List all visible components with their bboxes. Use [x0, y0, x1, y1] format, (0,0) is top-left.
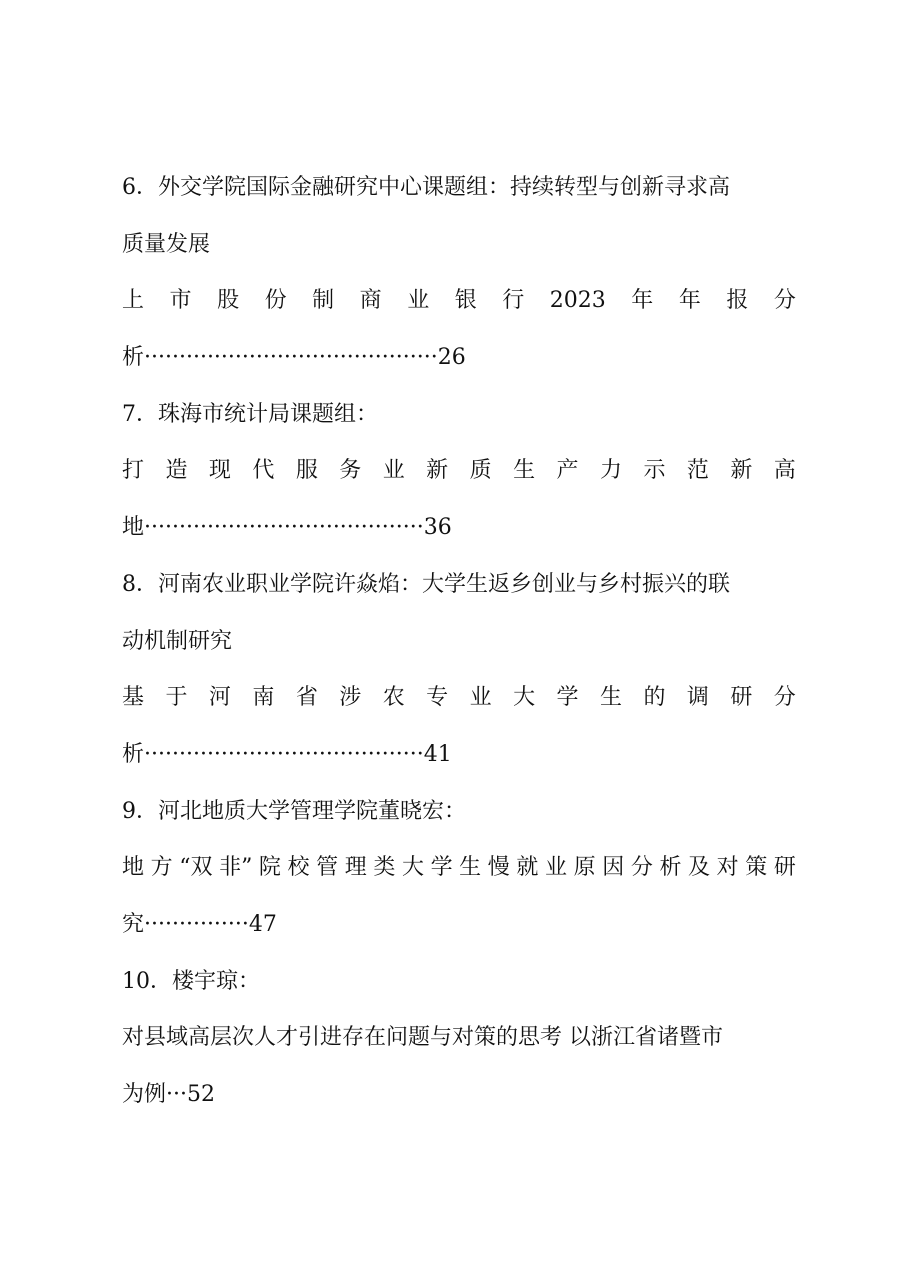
justified-token: 就 [516, 855, 539, 881]
justified-token: 大 [401, 855, 424, 881]
justified-token: 南 [252, 685, 275, 711]
justified-token: 学 [430, 855, 453, 881]
justified-token: 非” [219, 855, 253, 881]
justified-token: 专 [426, 685, 449, 711]
justified-token: 大 [513, 685, 536, 711]
justified-token: 范 [686, 458, 709, 484]
justified-token: 业 [407, 288, 430, 314]
justified-token: 生 [599, 685, 622, 711]
toc-entry-6-title: 6．外交学院国际金融研究中心课题组：持续转型与创新寻求高 [122, 175, 730, 200]
justified-token: 业 [382, 458, 405, 484]
justified-token: 分 [630, 855, 653, 881]
toc-entry-10-subtitle: 对县域高层次人才引进存在问题与对策的思考 以浙江省诸暨市 [122, 1025, 723, 1051]
justified-token: 慢 [487, 855, 510, 881]
justified-token: 于 [165, 685, 188, 711]
justified-token: 地 [122, 855, 145, 881]
justified-token: 业 [545, 855, 568, 881]
toc-entry-6-page: 析··········································26 [122, 345, 466, 371]
justified-token: 上 [122, 288, 145, 314]
justified-token: 造 [165, 458, 188, 484]
justified-token: 省 [295, 685, 318, 711]
justified-token: 银 [454, 288, 477, 314]
justified-token: 策 [745, 855, 768, 881]
toc-entry-9-title: 9．河北地质大学管理学院董晓宏： [122, 798, 466, 824]
toc-entry-10-page: 为例···52 [122, 1082, 215, 1107]
toc-entry-10-title: 10．楼宇琼： [122, 968, 260, 994]
justified-token: 学 [556, 685, 579, 711]
justified-token: 打 [122, 458, 145, 484]
justified-token: “双 [179, 855, 213, 881]
justified-token: 理 [344, 855, 367, 881]
justified-token: 因 [602, 855, 625, 881]
justified-token: 年 [678, 288, 701, 314]
justified-token: 分 [773, 288, 796, 314]
toc-entry-7-title: 7．珠海市统计局课题组： [122, 401, 378, 427]
toc-entry-6-subtitle [122, 273, 796, 330]
justified-token: 类 [373, 855, 396, 881]
justified-token: 2023 [549, 288, 606, 314]
justified-token: 管 [316, 855, 339, 881]
toc-entry-8-title-cont: 动机制研究 [122, 628, 233, 654]
justified-token: 力 [599, 458, 622, 484]
justified-token: 研 [773, 855, 796, 881]
justified-token: 及 [688, 855, 711, 881]
toc-entry-8-subtitle [122, 670, 796, 727]
justified-token: 析 [659, 855, 682, 881]
justified-token: 份 [264, 288, 287, 314]
justified-token: 务 [339, 458, 362, 484]
justified-token: 报 [726, 288, 749, 314]
justified-token: 生 [513, 458, 536, 484]
justified-token: 的 [643, 685, 666, 711]
justified-token: 农 [382, 685, 405, 711]
justified-token: 院 [258, 855, 281, 881]
table-of-contents [122, 160, 796, 1124]
toc-entry-9-page: 究···············47 [122, 911, 277, 937]
justified-token: 调 [686, 685, 709, 711]
justified-token: 质 [469, 458, 492, 484]
justified-token: 新 [426, 458, 449, 484]
justified-token: 制 [312, 288, 335, 314]
justified-token: 年 [631, 288, 654, 314]
justified-token: 服 [295, 458, 318, 484]
justified-token: 对 [716, 855, 739, 881]
toc-entry-8-title: 8．河南农业职业学院许焱焰：大学生返乡创业与乡村振兴的联 [122, 571, 730, 597]
toc-entry-7-page: 地········································36 [122, 515, 452, 541]
justified-token: 分 [773, 685, 796, 711]
justified-token: 产 [556, 458, 579, 484]
justified-token: 股 [217, 288, 240, 314]
toc-entry-7-subtitle [122, 443, 796, 500]
justified-token: 校 [287, 855, 310, 881]
justified-token: 方 [150, 855, 173, 881]
justified-token: 高 [773, 458, 796, 484]
toc-entry-8-page: 析········································41 [122, 741, 452, 767]
justified-token: 涉 [339, 685, 362, 711]
justified-token: 基 [122, 685, 145, 711]
justified-token: 研 [730, 685, 753, 711]
justified-token: 行 [502, 288, 525, 314]
justified-token: 原 [573, 855, 596, 881]
justified-token: 市 [169, 288, 192, 314]
justified-token: 代 [252, 458, 275, 484]
justified-token: 生 [459, 855, 482, 881]
toc-entry-6-title-cont: 质量发展 [122, 231, 211, 257]
justified-token: 河 [208, 685, 231, 711]
justified-token: 商 [359, 288, 382, 314]
toc-entry-9-subtitle [122, 840, 796, 897]
justified-token: 新 [730, 458, 753, 484]
justified-token: 现 [208, 458, 231, 484]
justified-token: 示 [643, 458, 666, 484]
justified-token: 业 [469, 685, 492, 711]
